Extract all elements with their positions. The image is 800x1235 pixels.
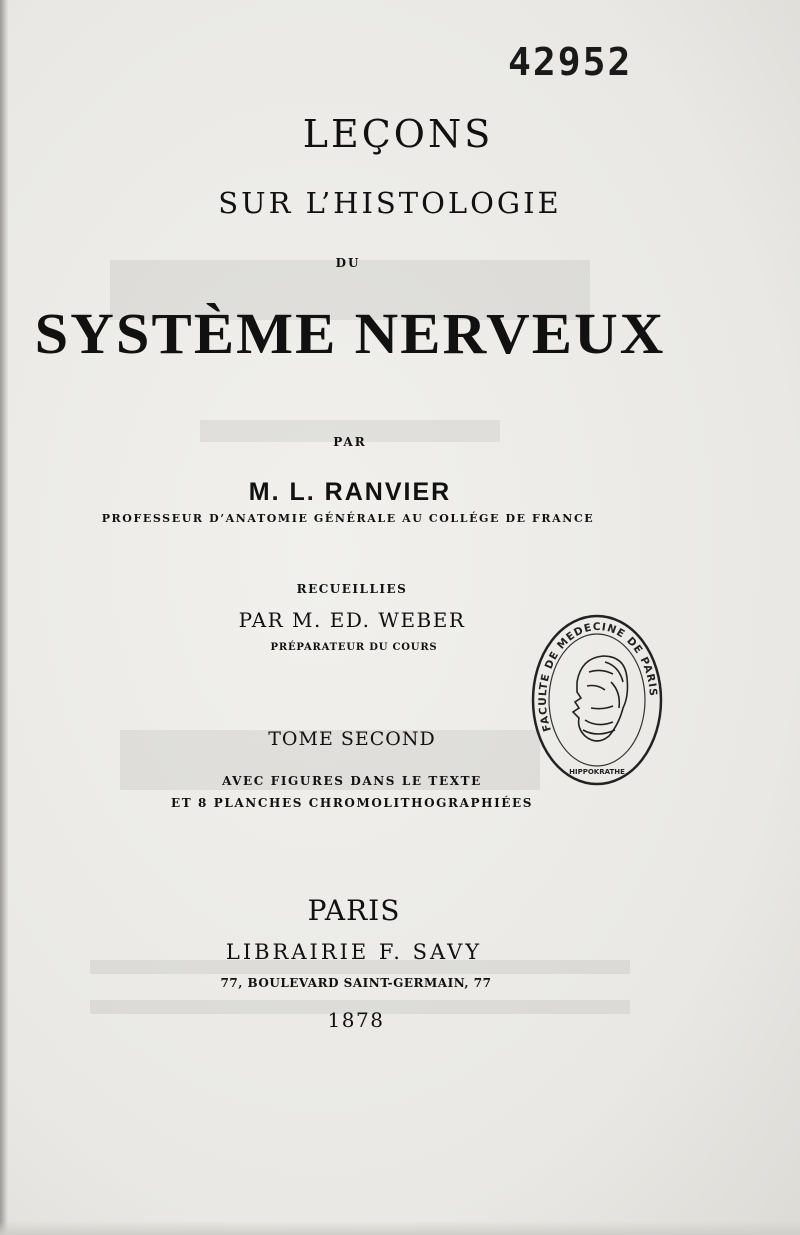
publisher-name: LIBRAIRIE F. SAVY: [225, 940, 483, 964]
volume-label: TOME SECOND: [268, 728, 436, 750]
library-serial-number: 42952: [508, 40, 633, 84]
editor-name: PAR M. ED. WEBER: [238, 608, 466, 632]
title-line-systeme-nerveux: SYSTÈME NERVEUX: [34, 301, 666, 366]
page-bottom-edge: [0, 1221, 800, 1235]
publication-year: 1878: [327, 1008, 385, 1032]
hippocrates-profile-icon: [573, 656, 628, 741]
editor-role: PRÉPARATEUR DU COURS: [270, 642, 438, 653]
author-role: PROFESSEUR D’ANATOMIE GÉNÉRALE AU COLLÉGE DE FRANCE: [101, 512, 595, 525]
faculte-medecine-stamp: [527, 612, 667, 792]
volume-desc-figures: AVEC FIGURES DANS LE TEXTE: [222, 774, 482, 788]
author-par: PAR: [333, 435, 367, 449]
title-line-du: DU: [335, 256, 361, 270]
publisher-city: PARIS: [307, 894, 401, 927]
title-line-histologie: SUR L’HISTOLOGIE: [218, 186, 562, 220]
title-line-lecons: LEÇONS: [302, 112, 494, 156]
publisher-address: 77, BOULEVARD SAINT-GERMAIN, 77: [220, 976, 492, 990]
volume-desc-plates: ET 8 PLANCHES CHROMOLITHOGRAPHIÉES: [170, 796, 534, 810]
author-name: M. L. RANVIER: [248, 478, 452, 506]
stamp-ring-path: FACULTE DE MEDECINE DE PARIS: [536, 620, 660, 733]
stamp-subtext: HIPPOKRATHE: [569, 768, 625, 776]
editor-recueillies: RECUEILLIES: [296, 582, 408, 596]
